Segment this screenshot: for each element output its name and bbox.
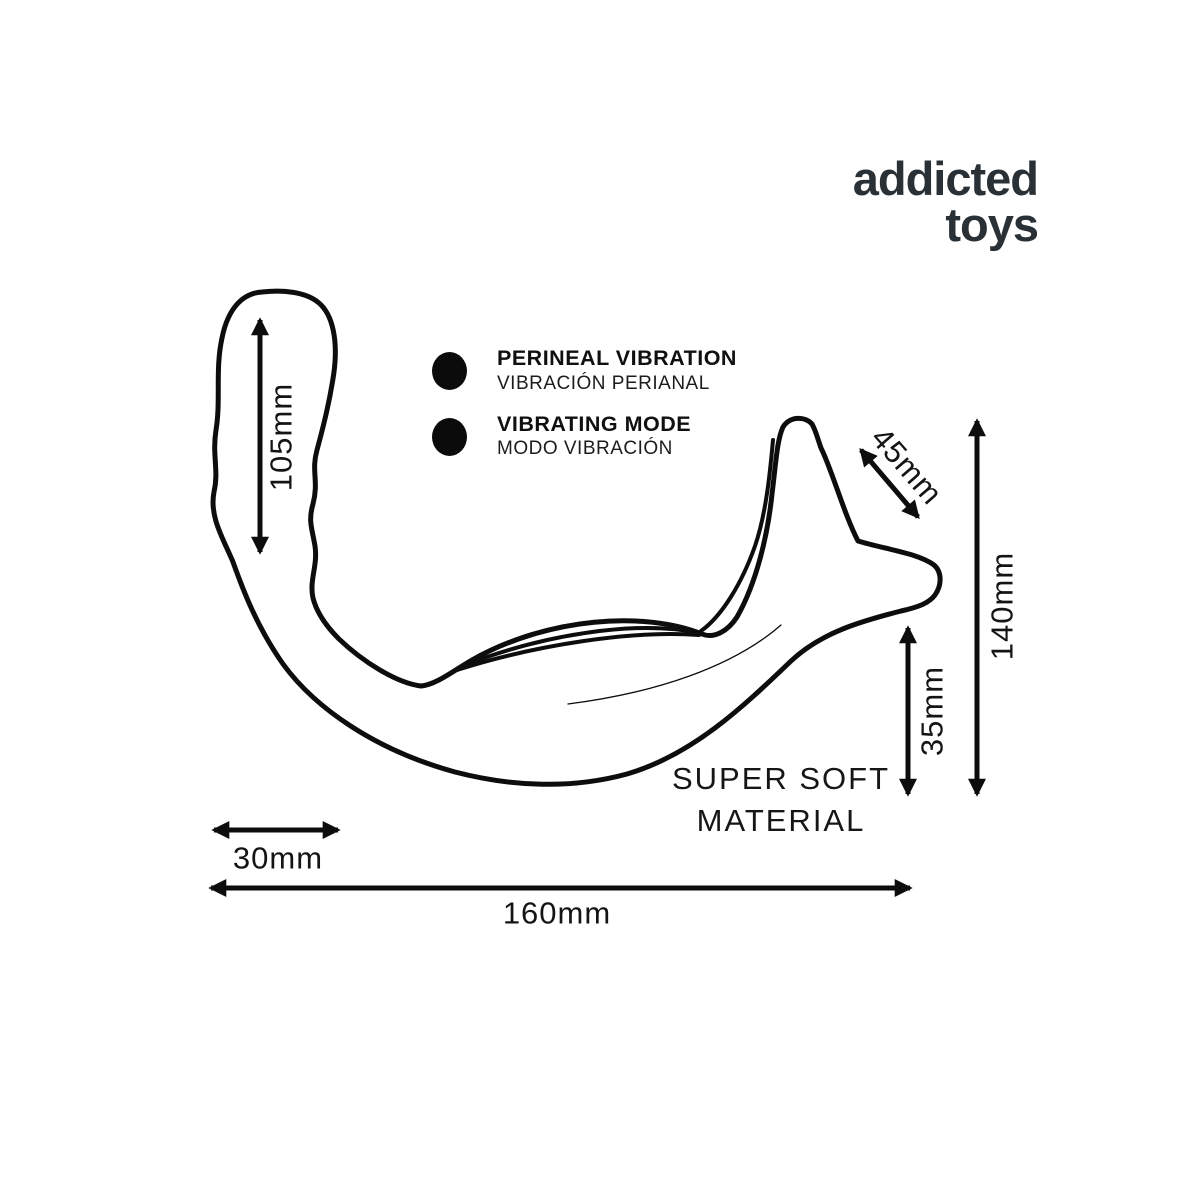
material-note-line2: MATERIAL: [696, 802, 866, 838]
material-note: [672, 758, 890, 842]
dimension-label-35mm: 35mm: [914, 665, 950, 757]
dimension-label-45mm: 45mm: [864, 420, 950, 512]
feature-title: VIBRATING MODE: [497, 411, 692, 436]
dimension-label-160mm: 160mm: [502, 895, 612, 931]
feature-subtitle: VIBRACIÓN PERIANAL: [497, 372, 710, 394]
brand-logo-line1: addicted: [852, 152, 1038, 205]
feature-title: PERINEAL VIBRATION: [497, 346, 737, 370]
dimension-label-140mm: 140mm: [984, 551, 1020, 661]
feature-subtitle: MODO VIBRACIÓN: [497, 438, 673, 459]
dimension-label-30mm: 30mm: [232, 840, 324, 876]
brand-logo: [852, 152, 1038, 252]
feature-item-vibrating-mode: [432, 411, 737, 459]
feature-list: [432, 348, 737, 479]
bullet-dot-icon: [432, 352, 467, 390]
material-note-line1: SUPER SOFT: [671, 761, 891, 796]
feature-item-perineal-vibration: [432, 348, 737, 393]
bullet-dot-icon: [432, 418, 467, 456]
dimension-label-105mm: 105mm: [263, 382, 299, 492]
brand-logo-line2: toys: [945, 198, 1038, 252]
